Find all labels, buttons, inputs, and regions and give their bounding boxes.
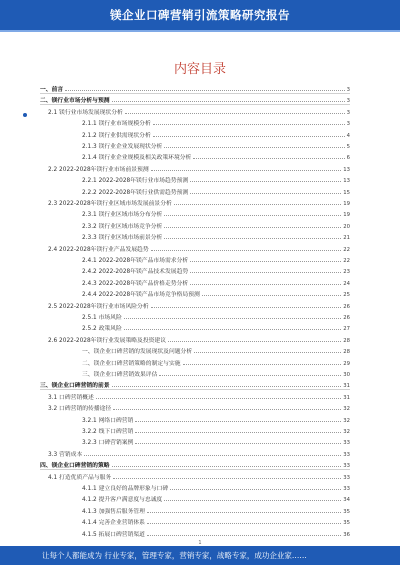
toc-entry[interactable] bbox=[40, 515, 350, 526]
toc-entry-title: 2.4 2022-2028年镁行业产品发展趋势 bbox=[48, 246, 149, 253]
toc-leader-dots bbox=[135, 443, 341, 444]
toc-leader-dots bbox=[159, 375, 341, 376]
toc-leader-dots bbox=[96, 398, 341, 399]
toc-leader-dots bbox=[84, 455, 341, 456]
toc-entry-page: 3 bbox=[346, 109, 350, 116]
toc-entry[interactable] bbox=[40, 424, 350, 435]
toc-leader-dots bbox=[151, 307, 342, 308]
toc-entry-title: 3.1 口碑营销概述 bbox=[48, 394, 94, 401]
toc-entry-title: 2.4.2 2022-2028年镁产品技术发展趋势 bbox=[82, 269, 189, 276]
toc-entry[interactable] bbox=[40, 470, 350, 481]
toc-entry-page: 21 bbox=[343, 235, 350, 242]
toc-leader-dots bbox=[190, 193, 341, 194]
toc-entry-page: 19 bbox=[343, 201, 350, 207]
toc-entry-title: 2.2 2022-2028年镁行业市场前景预测 bbox=[48, 166, 149, 173]
toc-leader-dots bbox=[135, 432, 341, 433]
toc-entry-page: 33 bbox=[343, 486, 350, 492]
toc-entry-page: 27 bbox=[343, 326, 350, 333]
toc-entry[interactable] bbox=[40, 128, 350, 139]
toc-leader-dots bbox=[112, 386, 342, 387]
toc-entry-page: 32 bbox=[343, 406, 350, 413]
toc-entry-title: 3.2.1 网络口碑营销 bbox=[82, 417, 134, 424]
toc-entry[interactable] bbox=[40, 242, 350, 253]
toc-entry-page: 32 bbox=[343, 417, 350, 424]
toc-entry-title: 三、镁企业口碑营销效果评估 bbox=[82, 372, 158, 378]
header-bar bbox=[0, 0, 400, 30]
toc-entry[interactable] bbox=[40, 492, 350, 503]
toc-entry-title: 2.1.4 镁行业企业规模及相关政策环境分析 bbox=[82, 155, 192, 162]
toc-entry[interactable] bbox=[40, 504, 350, 515]
toc-entry-page: 28 bbox=[343, 349, 350, 356]
table-of-contents bbox=[40, 82, 350, 540]
toc-leader-dots bbox=[194, 352, 341, 353]
toc-entry[interactable] bbox=[40, 344, 350, 355]
toc-entry-page: 3 bbox=[346, 87, 350, 93]
toc-entry-page: 5 bbox=[346, 144, 350, 150]
toc-entry-title: 2.5.2 政策风险 bbox=[82, 326, 122, 333]
toc-entry[interactable] bbox=[40, 527, 350, 538]
toc-leader-dots bbox=[124, 318, 341, 319]
toc-entry[interactable] bbox=[40, 116, 350, 127]
toc-entry-page: 20 bbox=[343, 223, 350, 230]
toc-entry[interactable] bbox=[40, 82, 350, 94]
toc-entry-page: 22 bbox=[343, 246, 350, 253]
toc-entry-title: 3.2.2 线下口碑营销 bbox=[82, 429, 134, 435]
toc-leader-dots bbox=[147, 535, 341, 536]
toc-entry-page: 13 bbox=[343, 166, 350, 173]
toc-entry-page: 35 bbox=[343, 508, 350, 515]
toc-entry-title: 四、镁企业口碑营销的策略 bbox=[40, 463, 110, 470]
toc-entry-page: 3 bbox=[346, 121, 350, 128]
toc-entry[interactable] bbox=[40, 173, 350, 184]
toc-entry[interactable] bbox=[40, 333, 350, 344]
toc-entry[interactable] bbox=[40, 185, 350, 196]
toc-leader-dots bbox=[124, 329, 341, 330]
toc-leader-dots bbox=[113, 409, 341, 410]
toc-entry-page: 26 bbox=[343, 315, 350, 321]
toc-entry-page: 19 bbox=[343, 212, 350, 219]
toc-entry[interactable] bbox=[40, 378, 350, 390]
toc-leader-dots bbox=[190, 181, 341, 182]
toc-entry-title: 2.4.4 2022-2028年镁产品市场竞争格局预测 bbox=[82, 292, 200, 299]
toc-entry[interactable] bbox=[40, 310, 350, 321]
toc-entry-page: 25 bbox=[343, 292, 350, 299]
header-stripe bbox=[0, 30, 400, 32]
toc-entry-page: 23 bbox=[343, 269, 350, 276]
toc-leader-dots bbox=[190, 284, 341, 285]
toc-entry-title: 3.2.3 口碑营销案例 bbox=[82, 440, 134, 447]
toc-entry-page: 33 bbox=[343, 451, 350, 458]
toc-entry-page: 29 bbox=[343, 360, 350, 367]
toc-entry[interactable] bbox=[40, 390, 350, 401]
toc-entry-title: 2.5.1 市场风险 bbox=[82, 315, 122, 321]
toc-entry-title: 2.4.1 2022-2028年镁产品市场需求分析 bbox=[82, 258, 189, 264]
toc-leader-dots bbox=[113, 478, 341, 479]
toc-entry-page: 22 bbox=[343, 258, 350, 264]
toc-entry[interactable] bbox=[40, 299, 350, 310]
toc-title: 内容目录 bbox=[173, 62, 226, 77]
toc-entry-title: 一、镁企业口碑营销的发展现状及问题分析 bbox=[82, 349, 193, 356]
toc-entry-title: 3.2 口碑营销的传播途径 bbox=[48, 406, 112, 413]
toc-leader-dots bbox=[151, 250, 342, 251]
toc-entry-title: 2.1.2 镁行业供需现状分析 bbox=[82, 132, 151, 139]
toc-leader-dots bbox=[174, 204, 341, 205]
toc-entry[interactable] bbox=[40, 321, 350, 332]
toc-leader-dots bbox=[190, 261, 341, 262]
toc-entry[interactable] bbox=[40, 435, 350, 446]
toc-entry-page: 13 bbox=[343, 178, 350, 185]
toc-entry-page: 35 bbox=[343, 520, 350, 527]
toc-entry-page: 30 bbox=[343, 372, 350, 378]
toc-entry[interactable] bbox=[40, 287, 350, 298]
toc-leader-dots bbox=[151, 170, 342, 171]
toc-leader-dots bbox=[125, 113, 345, 114]
toc-entry-title: 2.5 2022-2028年镁行业市场风险分析 bbox=[48, 303, 149, 310]
report-title: 镁企业口碑营销引流策略研究报告 bbox=[110, 8, 290, 22]
toc-entry-page: 36 bbox=[343, 531, 350, 538]
toc-leader-dots bbox=[183, 364, 342, 365]
toc-entry[interactable] bbox=[40, 276, 350, 287]
toc-leader-dots bbox=[112, 466, 342, 467]
toc-leader-dots bbox=[147, 512, 341, 513]
toc-entry[interactable] bbox=[40, 356, 350, 367]
toc-leader-dots bbox=[164, 500, 341, 501]
toc-entry-title: 4.1.1 建立良好的品牌形象与口碑 bbox=[82, 486, 169, 492]
toc-leader-dots bbox=[164, 215, 341, 216]
toc-entry-page: 4 bbox=[346, 132, 350, 139]
toc-leader-dots bbox=[112, 101, 345, 102]
toc-entry-title: 2.1.1 镁行业市场规模分析 bbox=[82, 121, 151, 128]
toc-entry-title: 4.1 打造优质产品与服务 bbox=[48, 474, 112, 481]
toc-entry-title: 2.3.1 镁行业区域市场分布分析 bbox=[82, 212, 163, 219]
toc-entry[interactable] bbox=[40, 196, 350, 207]
toc-entry[interactable] bbox=[40, 219, 350, 230]
toc-leader-dots bbox=[153, 136, 345, 137]
toc-entry-title: 2.1 镁行业市场发展现状分析 bbox=[48, 109, 123, 116]
toc-entry-title: 4.1.2 提升客户满意度与忠诚度 bbox=[82, 497, 163, 504]
toc-entry-page: 28 bbox=[343, 337, 350, 344]
toc-entry-title: 2.4.3 2022-2028年镁产品价格走势分析 bbox=[82, 280, 189, 287]
toc-entry-title: 三、镁企业口碑营销的前景 bbox=[40, 383, 110, 390]
toc-leader-dots bbox=[190, 272, 341, 273]
toc-entry[interactable] bbox=[40, 264, 350, 275]
toc-entry[interactable] bbox=[40, 413, 350, 424]
toc-entry[interactable] bbox=[40, 105, 350, 116]
toc-leader-dots bbox=[147, 523, 341, 524]
toc-leader-dots bbox=[153, 124, 345, 125]
toc-entry[interactable] bbox=[40, 93, 350, 105]
toc-leader-dots bbox=[170, 489, 341, 490]
toc-leader-dots bbox=[168, 341, 341, 342]
footer-slogan: 让每个人都能成为 行业专家，管理专家，营销专家，战略专家，成功企业家…… bbox=[42, 551, 307, 560]
toc-leader-dots bbox=[202, 295, 341, 296]
toc-entry-title: 2.1.3 镁行业企业发展现状分析 bbox=[82, 144, 163, 150]
toc-leader-dots bbox=[193, 158, 344, 159]
toc-entry-page: 33 bbox=[343, 440, 350, 447]
toc-entry-title: 2.2.1 2022-2028年镁行业市场趋势预测 bbox=[82, 178, 189, 185]
toc-entry[interactable] bbox=[40, 207, 350, 218]
toc-entry-page: 15 bbox=[343, 189, 350, 196]
toc-entry-page: 31 bbox=[343, 383, 350, 390]
toc-entry-title: 3.3 营销成本 bbox=[48, 451, 83, 458]
toc-entry[interactable] bbox=[40, 481, 350, 492]
toc-entry-title: 2.2.2 2022-2028年镁行业供需趋势预测 bbox=[82, 189, 189, 196]
toc-entry-page: 33 bbox=[343, 463, 350, 470]
toc-entry-title: 二、镁企业口碑营销策略的制定与实施 bbox=[82, 360, 181, 367]
toc-entry-page: 24 bbox=[343, 280, 350, 287]
toc-entry-page: 3 bbox=[346, 98, 350, 105]
toc-entry-title: 4.1.4 完善企业营销体系 bbox=[82, 520, 145, 527]
toc-entry-page: 34 bbox=[343, 497, 350, 504]
toc-entry-title: 4.1.5 拓展口碑营销渠道 bbox=[82, 531, 145, 538]
toc-entry-page: 33 bbox=[343, 474, 350, 481]
toc-entry-title: 4.1.3 加强售后服务管理 bbox=[82, 508, 145, 515]
toc-leader-dots bbox=[65, 90, 344, 91]
toc-entry-title: 2.6 2022-2028年镁行业发展策略及投资建议 bbox=[48, 337, 167, 344]
toc-leader-dots bbox=[164, 238, 341, 239]
toc-leader-dots bbox=[164, 147, 344, 148]
toc-entry[interactable] bbox=[40, 162, 350, 173]
toc-entry-page: 6 bbox=[346, 155, 350, 162]
toc-entry-page: 26 bbox=[343, 303, 350, 310]
toc-entry-page: 31 bbox=[343, 394, 350, 401]
toc-entry[interactable] bbox=[40, 401, 350, 412]
toc-entry[interactable] bbox=[40, 367, 350, 378]
toc-entry[interactable] bbox=[40, 139, 350, 150]
toc-entry[interactable] bbox=[40, 253, 350, 264]
toc-entry-title: 2.3 2022-2028年镁行业区域市场发展前景分析 bbox=[48, 201, 172, 207]
toc-entry[interactable] bbox=[40, 230, 350, 241]
toc-entry[interactable] bbox=[40, 447, 350, 458]
toc-entry-title: 2.3.2 镁行业区域市场竞争分析 bbox=[82, 223, 163, 230]
toc-leader-dots bbox=[135, 421, 341, 422]
page-number: 1 bbox=[198, 540, 202, 546]
bullet-dot-icon bbox=[23, 113, 27, 117]
toc-entry-title: 一、前言 bbox=[40, 87, 64, 93]
toc-entry-title: 二、镁行业市场分析与预测 bbox=[40, 98, 110, 105]
toc-entry[interactable] bbox=[40, 150, 350, 161]
toc-entry-page: 32 bbox=[343, 429, 350, 435]
footer-bar bbox=[0, 546, 400, 565]
toc-leader-dots bbox=[164, 227, 341, 228]
toc-entry[interactable] bbox=[40, 458, 350, 470]
toc-entry-title: 2.3.3 镁行业区域市场前景分析 bbox=[82, 235, 163, 242]
